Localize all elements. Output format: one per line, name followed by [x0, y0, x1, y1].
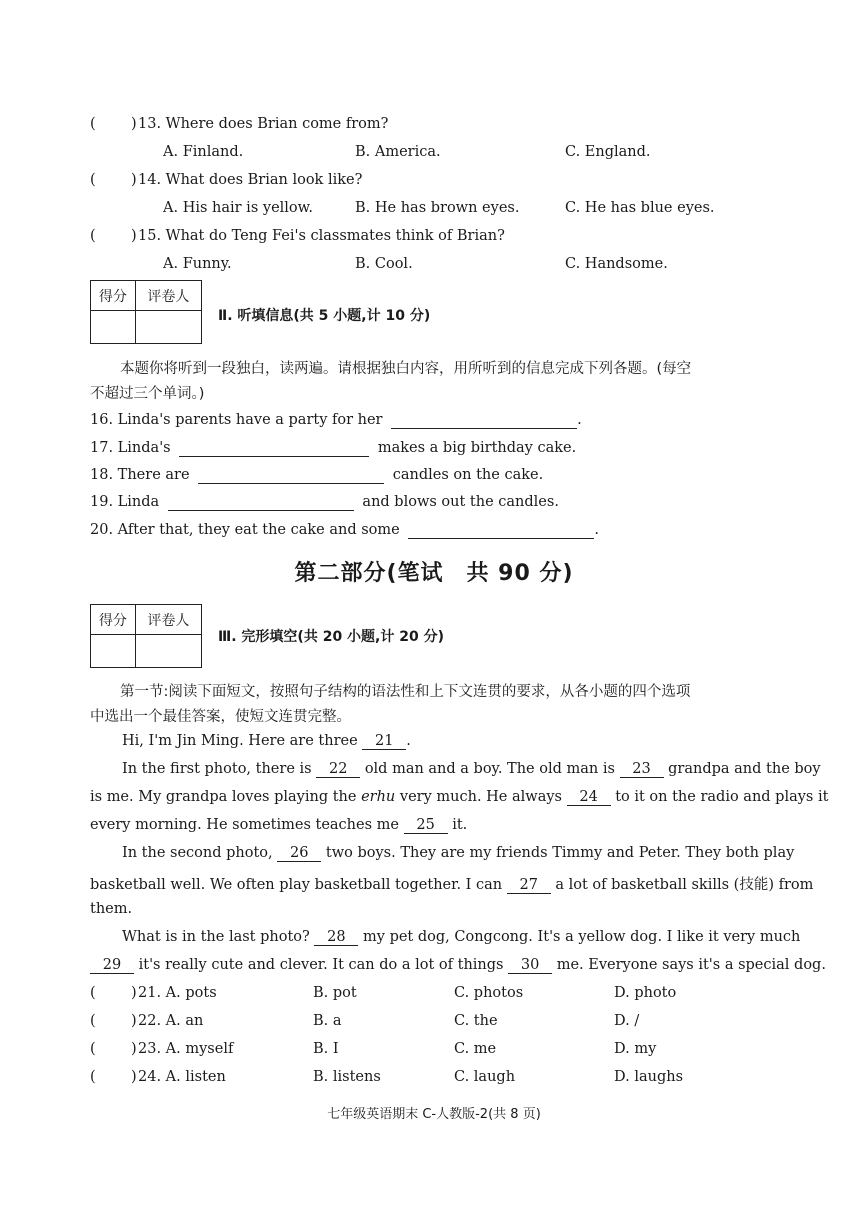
answer-paren: ( — [90, 1041, 96, 1057]
passage-emphasis: erhu — [361, 789, 396, 805]
score-label: 得分 — [91, 605, 136, 635]
section-3-instruction: 第一节:阅读下面短文，按照句子结构的语法性和上下文连贯的要求，从各小题的四个选项 — [120, 684, 691, 700]
answer-paren: ( — [90, 1069, 96, 1085]
choice-24-b: B. listens — [313, 1069, 381, 1085]
item-18-text: 18. There are — [90, 467, 190, 483]
passage-line — [122, 733, 411, 750]
passage-text: Hi, I'm Jin Ming. Here are three — [122, 733, 358, 749]
score-cell[interactable] — [91, 311, 136, 344]
question-15-option-c: C. Handsome. — [565, 256, 668, 272]
passage-text: it. — [452, 817, 468, 833]
passage-text: two boys. They are my friends Timmy and Peter. They both play — [325, 845, 795, 861]
grader-label: 评卷人 — [135, 605, 201, 635]
passage-line — [90, 789, 828, 806]
grader-cell[interactable] — [135, 311, 201, 344]
passage-text: them. — [90, 901, 133, 917]
blank-29[interactable]: 29 — [90, 957, 134, 974]
grader-label: 评卷人 — [135, 281, 201, 311]
item-17 — [90, 440, 576, 457]
answer-paren: ( — [90, 172, 96, 188]
item-20-text: 20. After that, they eat the cake and some — [90, 522, 400, 538]
passage-line — [90, 901, 132, 917]
score-label: 得分 — [91, 281, 136, 311]
choice-21-d: D. photo — [614, 985, 677, 1001]
blank-21[interactable]: 21 — [362, 733, 406, 750]
grader-cell[interactable] — [135, 635, 201, 668]
item-18-end: candles on the cake. — [392, 467, 544, 483]
choice-21-b: B. pot — [313, 985, 357, 1001]
passage-text: . — [406, 733, 411, 749]
passage-text: basketball well. We often play basketball together. I can — [90, 877, 503, 893]
passage-text: it's really cute and clever. It can do a lot of things — [138, 957, 504, 973]
blank-25[interactable]: 25 — [404, 817, 448, 834]
choice-22-d: D. / — [614, 1013, 640, 1029]
section-2-title: Ⅱ. 听填信息(共 5 小题,计 10 分) — [218, 308, 431, 324]
choice-24-c: C. laugh — [454, 1069, 516, 1085]
blank-28[interactable]: 28 — [314, 929, 358, 946]
answer-paren: ) — [131, 228, 137, 244]
answer-paren: ( — [90, 116, 96, 132]
answer-paren: ) — [131, 985, 137, 1001]
score-box — [90, 604, 202, 668]
question-14-option-b: B. He has brown eyes. — [355, 200, 520, 216]
item-17-end: makes a big birthday cake. — [377, 440, 577, 456]
choice-23-d: D. my — [614, 1041, 657, 1057]
question-15-option-b: B. Cool. — [355, 256, 413, 272]
score-cell[interactable] — [91, 635, 136, 668]
answer-paren: ( — [90, 985, 96, 1001]
passage-text: What is in the last photo? — [122, 929, 310, 945]
item-16-blank[interactable] — [391, 412, 577, 429]
blank-23[interactable]: 23 — [620, 761, 664, 778]
score-box — [90, 280, 202, 344]
choice-24-d: D. laughs — [614, 1069, 684, 1085]
question-14-option-c: C. He has blue eyes. — [565, 200, 715, 216]
question-13-option-c: C. England. — [565, 144, 651, 160]
passage-text: to it on the radio and plays it — [615, 789, 829, 805]
passage-line — [90, 957, 826, 974]
passage-text: grandpa and the boy — [668, 761, 821, 777]
question-14-option-a: A. His hair is yellow. — [163, 200, 313, 216]
item-18 — [90, 467, 543, 484]
blank-22[interactable]: 22 — [316, 761, 360, 778]
passage-text: In the first photo, there is — [122, 761, 312, 777]
choice-21-a: 21. A. pots — [138, 985, 217, 1001]
item-19 — [90, 494, 559, 511]
passage-line — [122, 929, 800, 946]
question-15-option-a: A. Funny. — [163, 256, 232, 272]
item-18-blank[interactable] — [198, 467, 384, 484]
passage-line — [122, 761, 821, 778]
section-2-instruction: 本题你将听到一段独白，读两遍。请根据独白内容，用所听到的信息完成下列各题。(每空 — [120, 361, 692, 377]
answer-paren: ) — [131, 1069, 137, 1085]
answer-paren: ) — [131, 1041, 137, 1057]
answer-paren: ) — [131, 116, 137, 132]
part-2-title: 第二部分(笔试 共 90 分) — [294, 561, 574, 586]
answer-paren: ( — [90, 228, 96, 244]
blank-24[interactable]: 24 — [567, 789, 611, 806]
choice-24-a: 24. A. listen — [138, 1069, 226, 1085]
section-3-title: Ⅲ. 完形填空(共 20 小题,计 20 分) — [218, 629, 445, 645]
passage-text: old man and a boy. The old man is — [364, 761, 615, 777]
section-3-instruction-cont: 中选出一个最佳答案，使短文连贯完整。 — [90, 709, 351, 725]
answer-paren: ( — [90, 1013, 96, 1029]
question-13-option-a: A. Finland. — [163, 144, 244, 160]
passage-line — [122, 845, 794, 862]
choice-22-a: 22. A. an — [138, 1013, 204, 1029]
item-16 — [90, 412, 582, 429]
item-20 — [90, 522, 599, 539]
passage-text: a lot of basketball skills (技能) from — [555, 877, 814, 893]
passage-text: every morning. He sometimes teaches me — [90, 817, 399, 833]
choice-22-b: B. a — [313, 1013, 342, 1029]
passage-text: me. Everyone says it's a special dog. — [556, 957, 826, 973]
item-20-blank[interactable] — [408, 522, 594, 539]
answer-paren: ) — [131, 1013, 137, 1029]
blank-26[interactable]: 26 — [277, 845, 321, 862]
item-19-text: 19. Linda — [90, 494, 160, 510]
item-17-blank[interactable] — [179, 440, 369, 457]
item-20-end: . — [594, 522, 599, 538]
item-19-blank[interactable] — [168, 494, 354, 511]
question-13-text: 13. Where does Brian come from? — [138, 116, 389, 132]
choice-21-c: C. photos — [454, 985, 524, 1001]
choice-22-c: C. the — [454, 1013, 498, 1029]
blank-27[interactable]: 27 — [507, 877, 551, 894]
section-2-instruction-cont: 不超过三个单词。) — [90, 386, 205, 402]
answer-paren: ) — [131, 172, 137, 188]
choice-23-c: C. me — [454, 1041, 497, 1057]
passage-text: is me. My grandpa loves playing the — [90, 789, 357, 805]
item-16-end: . — [577, 412, 582, 428]
blank-30[interactable]: 30 — [508, 957, 552, 974]
passage-text: In the second photo, — [122, 845, 273, 861]
passage-line — [90, 817, 467, 834]
item-19-end: and blows out the candles. — [362, 494, 559, 510]
question-13-option-b: B. America. — [355, 144, 441, 160]
item-17-text: 17. Linda's — [90, 440, 171, 456]
choice-23-b: B. I — [313, 1041, 339, 1057]
item-16-text: 16. Linda's parents have a party for her — [90, 412, 383, 428]
question-15-text: 15. What do Teng Fei's classmates think of Brian? — [138, 228, 505, 244]
passage-text: very much. He always — [399, 789, 562, 805]
passage-text: my pet dog, Congcong. It's a yellow dog. I like it very much — [363, 929, 801, 945]
question-14-text: 14. What does Brian look like? — [138, 172, 363, 188]
page-footer: 七年级英语期末 C-人教版-2(共 8 页) — [327, 1107, 541, 1122]
choice-23-a: 23. A. myself — [138, 1041, 234, 1057]
passage-line — [90, 873, 813, 894]
